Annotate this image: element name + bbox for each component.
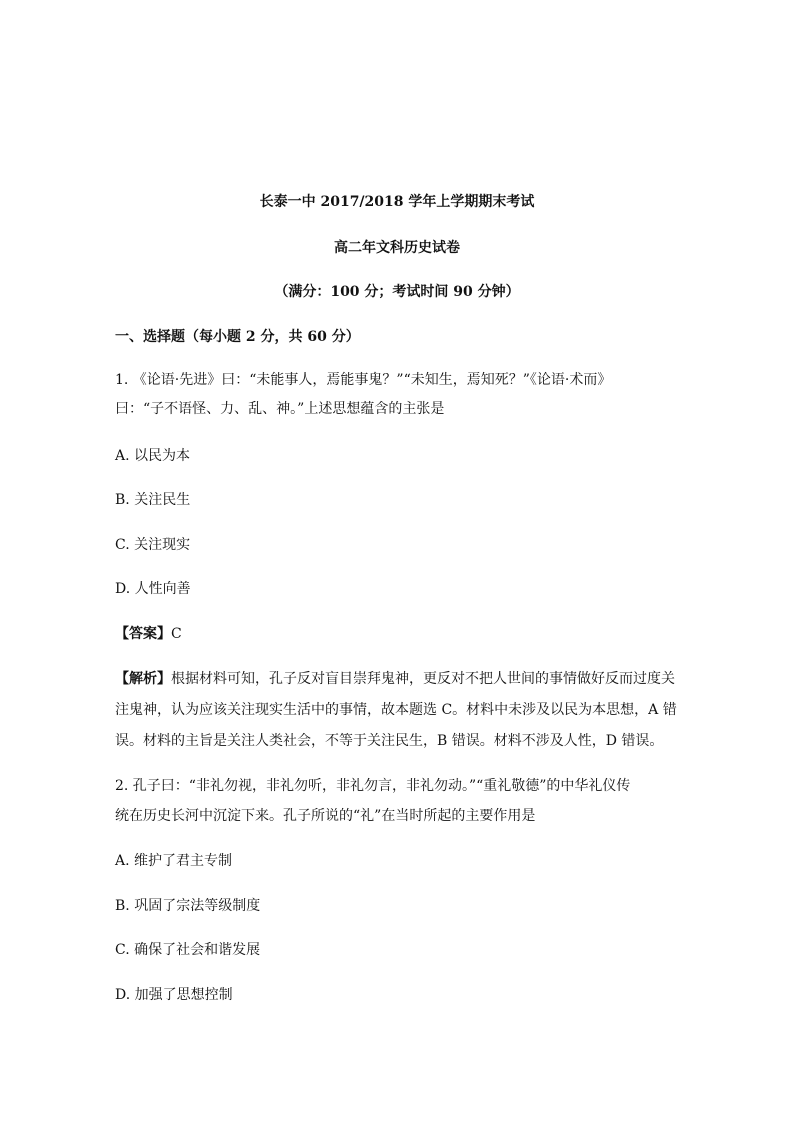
q1-option-a: A. 以民为本 — [115, 448, 191, 464]
exam-title: 长泰一中 2017/2018 学年上学期期末考试 — [259, 194, 535, 210]
q2-option-b: B. 巩固了宗法等级制度 — [115, 898, 261, 914]
answer-value: C — [171, 626, 182, 642]
answer-label: 【答案】 — [115, 626, 171, 642]
q1-analysis-line-3: 误。材料的主旨是关注人类社会，不等于关注民生，B 错误。材料不涉及人性，D 错误。 — [115, 733, 664, 749]
q2-option-a: A. 维护了君主专制 — [115, 853, 233, 869]
analysis-text-1: 根据材料可知，孔子反对盲目崇拜鬼神，更反对不把人世间的事情做好反而过度关 — [171, 671, 675, 687]
exam-meta: （满分：100 分；考试时间 90 分钟） — [274, 284, 520, 300]
q2-option-d: D. 加强了思想控制 — [115, 987, 233, 1003]
q1-option-b: B. 关注民生 — [115, 492, 191, 508]
q1-analysis-line-1 — [115, 669, 675, 689]
q1-option-d: D. 人性向善 — [115, 581, 191, 597]
q1-analysis-line-2: 注鬼神，认为应该关注现实生活中的事情，故本题选 C。材料中未涉及以民为本思想，A 错 — [115, 702, 677, 718]
section-heading: 一、选择题（每小题 2 分，共 60 分） — [115, 329, 360, 345]
q2-option-c: C. 确保了社会和谐发展 — [115, 942, 261, 958]
q2-stem-line-1: 2. 孔子曰：“非礼勿视，非礼勿听，非礼勿言，非礼勿动。”“重礼敬德”的中华礼仪传 — [115, 778, 631, 794]
q1-option-c: C. 关注现实 — [115, 537, 191, 553]
q1-answer — [115, 624, 182, 644]
analysis-label: 【解析】 — [115, 671, 171, 687]
q1-stem-line-1: 1. 《论语·先进》曰：“未能事人，焉能事鬼？”“未知生，焉知死？”《论语·术而》 — [115, 372, 612, 388]
q2-stem-line-2: 统在历史长河中沉淀下来。孔子所说的“礼”在当时所起的主要作用是 — [115, 808, 536, 824]
q1-stem-line-2: 曰：“子不语怪、力、乱、神。”上述思想蕴含的主张是 — [115, 401, 445, 417]
exam-subtitle: 高二年文科历史试卷 — [334, 240, 460, 256]
